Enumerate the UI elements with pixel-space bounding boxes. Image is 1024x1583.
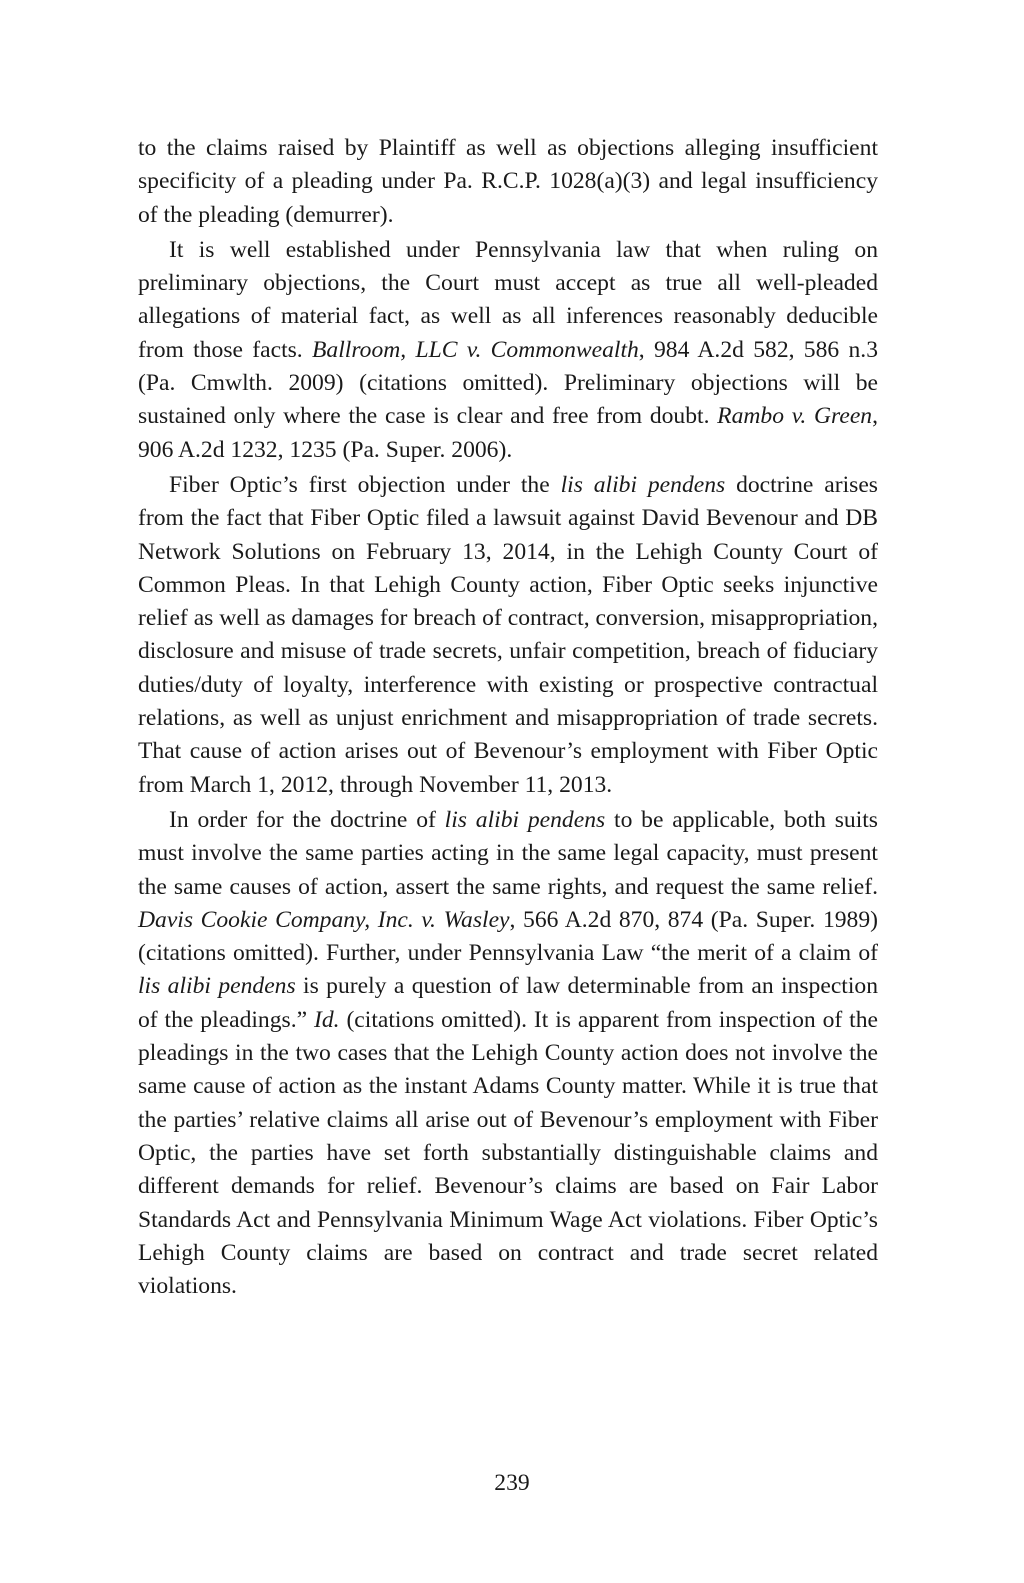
paragraph-text: In order for the doctrine of [169,806,445,833]
paragraph-text: doctrine arises from the fact that Fiber Optic filed a lawsuit against David Bevenour and DB Network Solutions on February 13, 2014, in the Lehigh County Court of Common Pleas. In that Lehigh County action, Fiber Optic seeks injunctive relief as well as damages for breach of contract, conversion, misappropriation, disclosure and misuse of trade secrets, unfair competition, breach of fiduciary duties/duty of loyalty, interference with existing or prospective contractual relations, as well as unjust enrichment and misappropriation of trade secrets. That cause of action arises out of Bevenour’s employment with Fiber Optic from March 1, 2012, through November 11, 2013. [138,471,878,798]
paragraph-text: (citations omitted). It is apparent from inspection of the pleadings in the two cases that the Lehigh County action does not involve the same cause of action as the instant Adams County matter. While it is true that the parties’ relative claims all arise out of Bevenour’s employment with Fiber Optic, the parties have set forth substantially distinguishable claims and different demands for relief. Bevenour’s claims are based on Fair Labor Standards Act and Pennsylvania Minimum Wage Act violations. Fiber Optic’s Lehigh County claims are based on contract and trade secret related violations. [138,1006,878,1300]
italic-citation-text: Davis Cookie Company, Inc. v. Wasley [138,906,510,933]
paragraph-text: is purely a question of law determinable from an inspection of the pleadings.” [138,973,878,1033]
paragraph-text: Fiber Optic’s first objection under the [169,471,561,498]
paragraph-text: , 906 A.2d 1232, 1235 (Pa. Super. 2006). [138,403,878,463]
paragraph-lis-alibi-pendens-analysis [138,804,878,1303]
paragraph-text: , 984 A.2d 582, 586 n.3 (Pa. Cmwlth. 2009) (citations omitted). Preliminary objections will be sustained only where the case is clear and free from doubt. [138,336,878,430]
italic-citation-text: Id. [313,1006,340,1033]
paragraph-preliminary-objections-standard [138,234,878,467]
paragraph-continued [138,132,878,232]
paragraph-text: to the claims raised by Plaintiff as well as objections alleging insufficient specificity of a pleading under Pa. R.C.P. 1028(a)(3) and legal insufficiency of the pleading (demurrer). [138,135,878,228]
page-number: 239 [494,1470,530,1496]
italic-citation-text: lis alibi pendens [560,471,726,498]
paragraph-text: It is well established under Pennsylvania law that when ruling on preliminary objections, the Court must accept as true all well-pleaded allegations of material fact, as well as all inferences reasonably deducible from those facts. [138,236,878,363]
document-body [138,132,878,1303]
italic-citation-text: Ballroom, LLC v. Commonwealth [312,336,639,363]
italic-citation-text: Rambo v. Green [717,403,873,430]
paragraph-text: , 566 A.2d 870, 874 (Pa. Super. 1989) (citations omitted). Further, under Pennsylvania Law “the merit of a claim of [138,906,878,967]
italic-citation-text: lis alibi pendens [138,973,296,1000]
paragraph-text: to be applicable, both suits must involve the same parties acting in the same legal capacity, must present the same causes of action, assert the same rights, and request the same relief. [138,806,878,900]
paragraph-first-objection [138,469,878,802]
italic-citation-text: lis alibi pendens [444,806,606,833]
